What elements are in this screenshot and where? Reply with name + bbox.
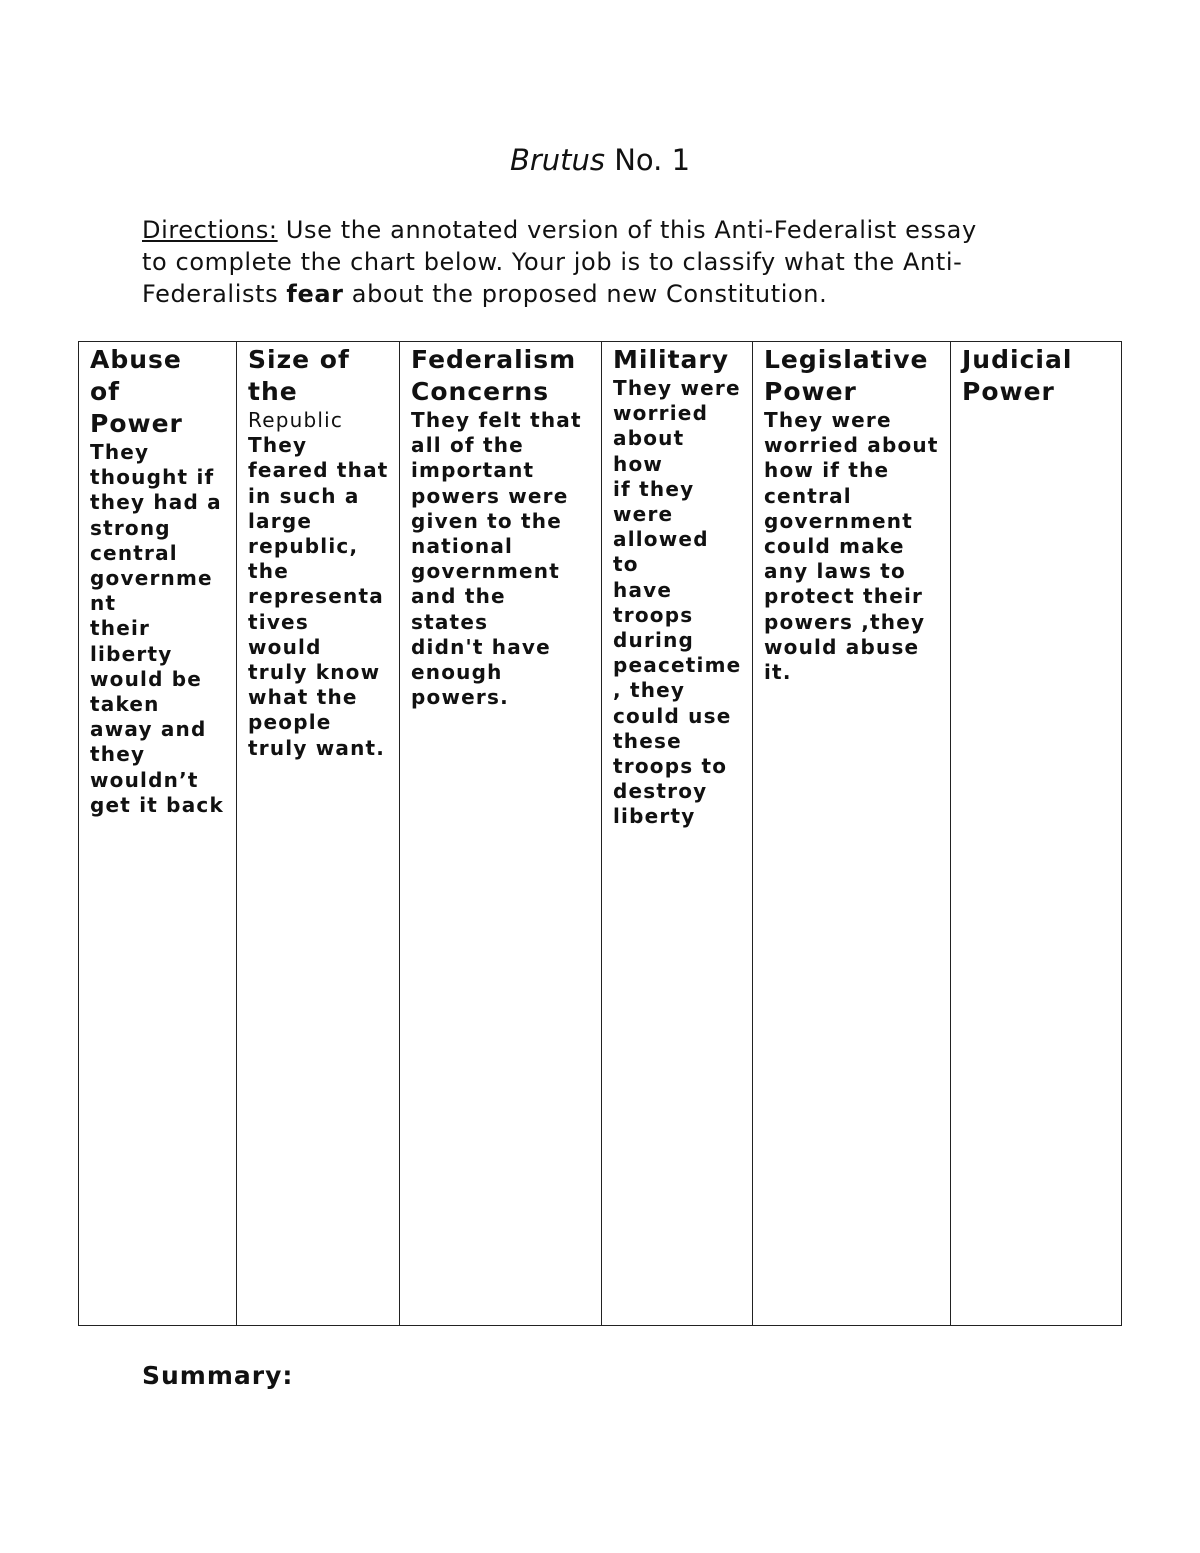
title-rest: No. 1 <box>605 143 691 177</box>
column-heading-continued: Republic <box>248 408 344 432</box>
title-italic: Brutus <box>509 143 605 177</box>
column-federalism-concerns[interactable] <box>400 342 602 1326</box>
column-answer: They feared that in such a large republic, the representa tives would truly know what the people truly want. <box>248 433 389 760</box>
directions-line3-pre: Federalists <box>142 280 287 308</box>
column-answer: They were worried about how if the central government could make any laws to protect their powers ,they would abuse it. <box>764 408 939 685</box>
column-military[interactable] <box>602 342 753 1326</box>
directions-line-3 <box>142 278 1102 310</box>
page-title <box>0 140 1200 180</box>
column-heading: Abuse of Power <box>90 345 183 438</box>
column-answer: They felt that all of the important powers were given to the national government and the states didn't have enough powers. <box>411 408 582 710</box>
column-heading: Size of the <box>248 345 350 406</box>
column-heading: Military <box>613 345 730 374</box>
directions-line1-text: Use the annotated version of this Anti-Federalist essay <box>277 216 977 244</box>
column-judicial-power[interactable] <box>951 342 1122 1326</box>
column-abuse-of-power[interactable] <box>79 342 237 1326</box>
column-size-of-the-republic[interactable] <box>237 342 400 1326</box>
column-answer: They thought if they had a strong central governme nt their liberty would be taken away and they wouldn’t get it back <box>90 440 224 817</box>
summary-label: Summary: <box>142 1361 294 1390</box>
chart-row <box>79 342 1122 1326</box>
column-answer: They were worried about how if they were allowed to have troops during peacetime , they could use these troops to destroy liberty <box>613 376 742 829</box>
directions-label: Directions: <box>142 216 278 244</box>
directions-line-2: to complete the chart below. Your job is to classify what the Anti- <box>142 248 963 276</box>
directions-line3-post: about the proposed new Constitution. <box>343 280 828 308</box>
fear-classification-chart <box>78 341 1122 1326</box>
column-legislative-power[interactable] <box>753 342 951 1326</box>
directions-emphasis-fear: fear <box>286 280 344 308</box>
column-heading: Federalism Concerns <box>411 345 577 406</box>
directions-paragraph <box>142 214 1102 310</box>
directions-line-1 <box>142 214 1102 246</box>
column-heading: Legislative Power <box>764 345 929 406</box>
column-heading: Judicial Power <box>962 345 1073 406</box>
